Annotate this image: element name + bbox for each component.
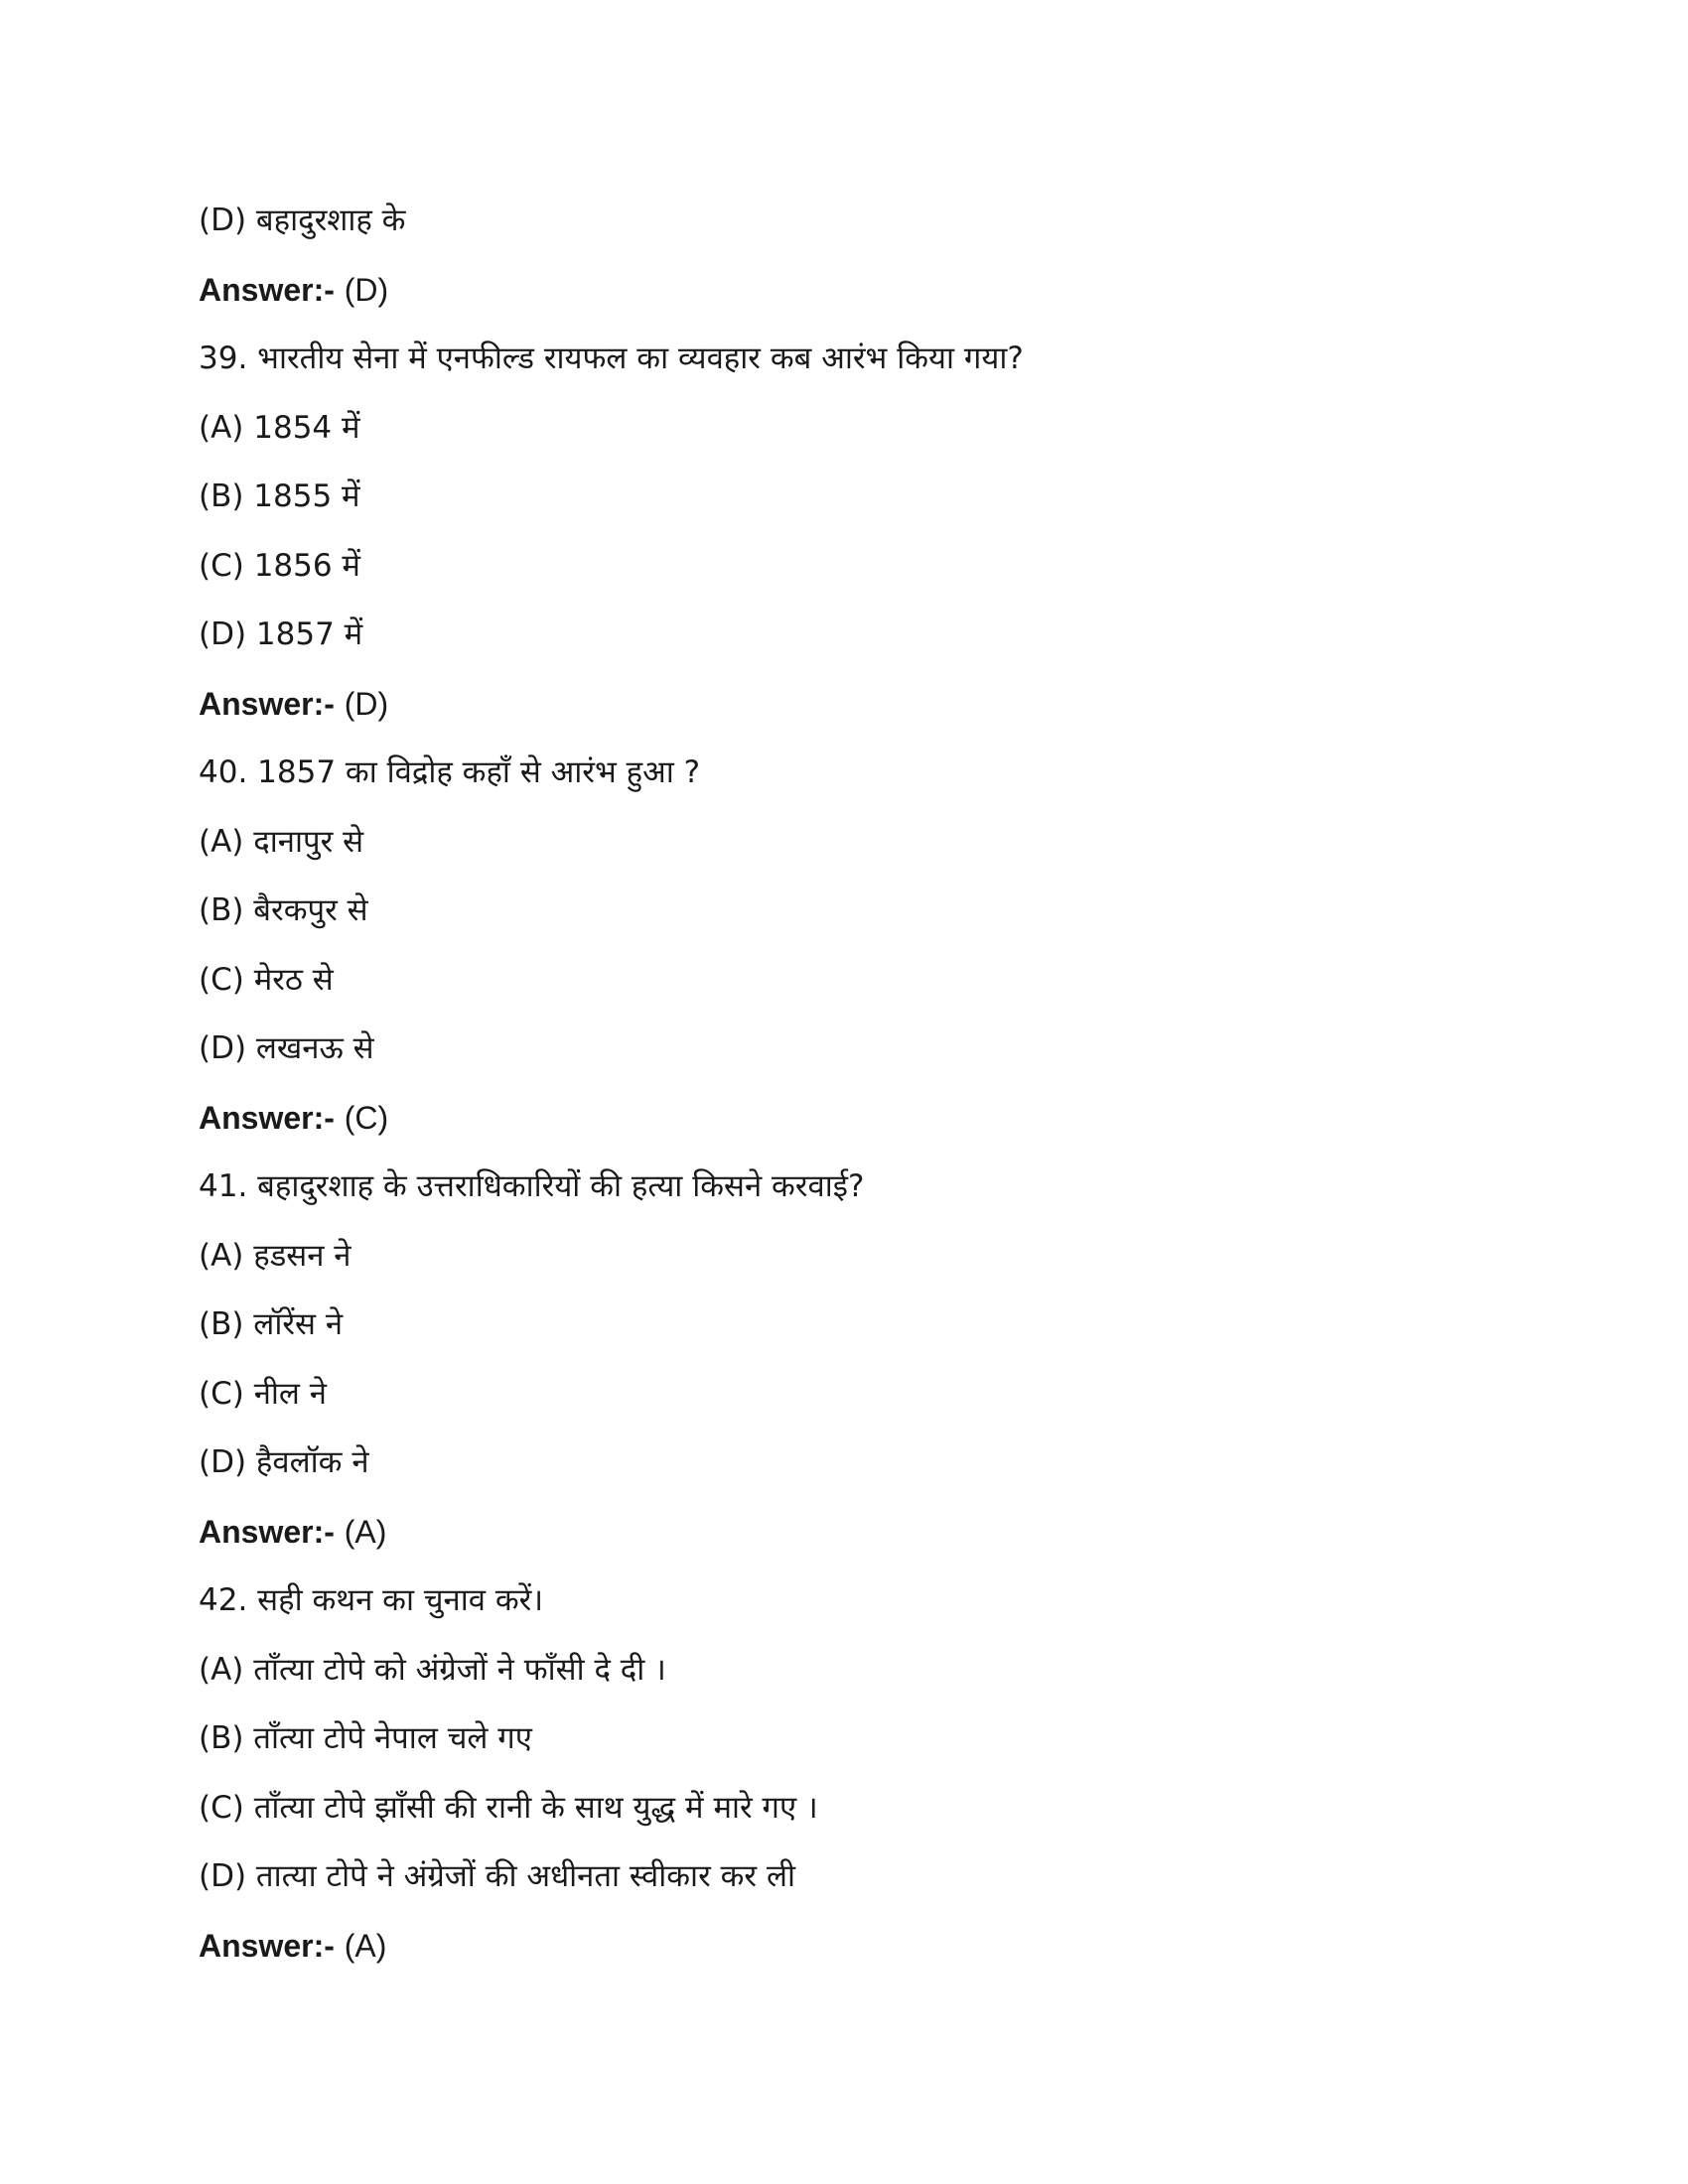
option-d: (D) 1857 में xyxy=(199,616,363,652)
answer-line xyxy=(199,678,1489,748)
question-40: 40. 1857 का विद्रोह कहाँ से आरंभ हुआ ? xyxy=(199,754,701,790)
answer-line xyxy=(199,1092,1489,1161)
answer-label: Answer:- xyxy=(199,1513,335,1550)
answer-value: (C) xyxy=(344,1099,389,1136)
document-content xyxy=(199,195,1489,1988)
answer-value: (D) xyxy=(344,271,389,308)
question-42: 42. सही कथन का चुनाव करें। xyxy=(199,1582,544,1618)
option-a: (A) हडसन ने xyxy=(199,1237,352,1274)
answer-value: (D) xyxy=(344,685,389,722)
option-c: (C) नील ने xyxy=(199,1375,327,1412)
option-b: (B) बैरकपुर से xyxy=(199,892,368,928)
answer-label: Answer:- xyxy=(199,685,335,722)
option-c: (C) 1856 में xyxy=(199,547,360,584)
option-c: (C) मेरठ से xyxy=(199,961,334,998)
answer-line xyxy=(199,1506,1489,1575)
option-d: (D) तात्या टोपे ने अंग्रेजों की अधीनता स्वीकार कर ली xyxy=(199,1858,795,1894)
option-a: (A) 1854 में xyxy=(199,409,360,446)
answer-label: Answer:- xyxy=(199,1927,335,1964)
answer-line-prev xyxy=(199,264,1489,334)
option-d-prev: (D) बहादुरशाह के xyxy=(199,203,406,238)
option-d: (D) लखनऊ से xyxy=(199,1030,374,1066)
option-b: (B) ताँत्या टोपे नेपाल चले गए xyxy=(199,1720,532,1756)
answer-label: Answer:- xyxy=(199,1099,335,1136)
question-41: 41. बहादुरशाह के उत्तराधिकारियों की हत्या किसने करवाई? xyxy=(199,1168,865,1204)
option-a: (A) ताँत्या टोपे को अंग्रेजों ने फाँसी दे दी । xyxy=(199,1651,666,1688)
option-a: (A) दानापुर से xyxy=(199,823,364,860)
answer-value: (A) xyxy=(344,1927,387,1964)
answer-value: (A) xyxy=(344,1513,387,1550)
option-b: (B) लॉरेंस ने xyxy=(199,1306,344,1342)
option-b: (B) 1855 में xyxy=(199,478,360,514)
question-39: 39. भारतीय सेना में एनफील्ड रायफल का व्यवहार कब आरंभ किया गया? xyxy=(199,341,1024,376)
option-d: (D) हैवलॉक ने xyxy=(199,1444,369,1480)
answer-line xyxy=(199,1920,1489,1989)
option-c: (C) ताँत्या टोपे झाँसी की रानी के साथ युद्ध में मारे गए । xyxy=(199,1789,818,1826)
answer-label: Answer:- xyxy=(199,271,335,308)
